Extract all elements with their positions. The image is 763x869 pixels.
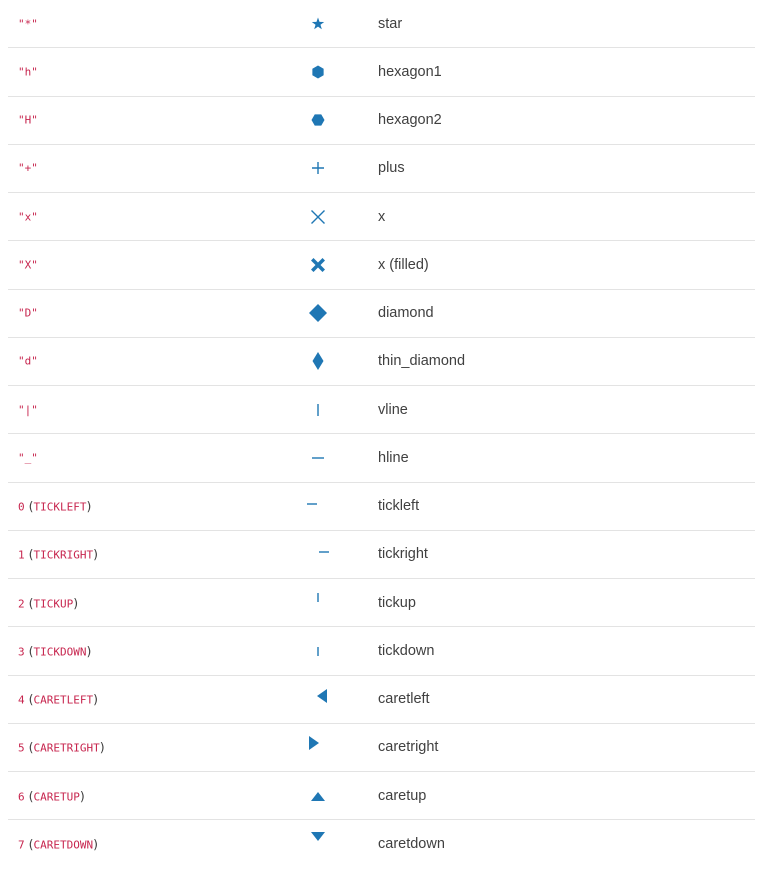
hexagon1-icon	[304, 58, 332, 86]
marker-description: caretup	[378, 787, 427, 804]
marker-code-number: 6	[18, 790, 25, 804]
marker-code-literal: "+"	[18, 161, 38, 175]
marker-code: 4 (CARETLEFT)	[18, 691, 98, 707]
marker-description: x (filled)	[378, 256, 429, 273]
marker-code-constant: TICKRIGHT	[33, 548, 94, 562]
table-row	[8, 290, 755, 338]
hexagon2-icon	[304, 106, 332, 134]
marker-description: tickright	[378, 546, 428, 563]
table-row	[8, 579, 755, 627]
marker-description: caretleft	[378, 691, 430, 708]
marker-code-constant: CARETUP	[33, 790, 80, 804]
marker-code	[18, 210, 38, 223]
table-row	[8, 0, 755, 48]
marker-description: tickleft	[378, 498, 420, 515]
marker-description: thin_diamond	[378, 353, 466, 370]
table-row	[8, 193, 755, 241]
star-icon	[304, 10, 332, 38]
tickup-icon	[304, 589, 332, 617]
table-row	[8, 483, 755, 531]
table-row	[8, 724, 755, 772]
table-row	[8, 97, 755, 145]
marker-code	[18, 258, 38, 271]
marker-code-constant: CARETDOWN	[33, 838, 94, 852]
marker-code-literal: "H"	[18, 113, 38, 127]
marker-description: tickdown	[378, 642, 435, 659]
marker-code-literal: "x"	[18, 210, 38, 224]
marker-description: caretdown	[378, 836, 445, 853]
marker-code-literal: "_"	[18, 451, 38, 465]
table-row	[8, 338, 755, 386]
marker-description: vline	[378, 401, 408, 418]
table-row	[8, 627, 755, 675]
marker-code: 6 (CARETUP)	[18, 788, 85, 804]
marker-code-literal: "X"	[18, 258, 38, 272]
marker-code-literal: "h"	[18, 65, 38, 79]
marker-description: hline	[378, 449, 409, 466]
caretright-icon	[304, 733, 332, 761]
marker-description: caretright	[378, 739, 439, 756]
tickdown-icon	[304, 637, 332, 665]
marker-code-number: 0	[18, 500, 25, 514]
marker-code-constant: TICKUP	[33, 597, 74, 611]
x-icon	[304, 203, 332, 231]
marker-code-number: 1	[18, 548, 25, 562]
marker-code	[18, 355, 38, 368]
marker-code-number: 2	[18, 597, 25, 611]
plus-icon	[304, 154, 332, 182]
table-row	[8, 386, 755, 434]
marker-description: hexagon1	[378, 63, 442, 80]
marker-code-constant: CARETLEFT	[33, 693, 94, 707]
marker-code-number: 7	[18, 838, 25, 852]
marker-table	[8, 0, 755, 869]
marker-description: hexagon2	[378, 112, 442, 129]
marker-description: plus	[378, 160, 405, 177]
thin-diamond-icon	[304, 347, 332, 375]
table-row	[8, 48, 755, 96]
caretup-icon	[304, 782, 332, 810]
marker-code: 5 (CARETRIGHT)	[18, 739, 105, 755]
marker-description: x	[378, 208, 386, 225]
table-row	[8, 820, 755, 868]
marker-code-number: 3	[18, 645, 25, 659]
marker-description: tickup	[378, 594, 416, 611]
marker-code	[18, 65, 38, 78]
caretleft-icon	[304, 685, 332, 713]
marker-code-constant: TICKDOWN	[33, 645, 87, 659]
table-row	[8, 676, 755, 724]
marker-code-constant: CARETRIGHT	[33, 741, 100, 755]
tickleft-icon	[304, 492, 332, 520]
table-row	[8, 772, 755, 820]
x-filled-icon	[304, 251, 332, 279]
marker-code-constant: TICKLEFT	[33, 500, 87, 514]
marker-code-literal: "d"	[18, 354, 38, 368]
marker-code: 3 (TICKDOWN)	[18, 643, 92, 659]
marker-code-literal: "D"	[18, 306, 38, 320]
marker-code: 0 (TICKLEFT)	[18, 498, 92, 514]
marker-code-number: 5	[18, 741, 25, 755]
marker-code	[18, 451, 38, 464]
marker-code-literal: "*"	[18, 17, 38, 31]
marker-description: star	[378, 15, 403, 32]
table-row	[8, 241, 755, 289]
marker-code: 7 (CARETDOWN)	[18, 836, 98, 852]
marker-code-number: 4	[18, 693, 25, 707]
caretdown-icon	[304, 830, 332, 858]
tickright-icon	[304, 540, 332, 568]
diamond-icon	[304, 299, 332, 327]
marker-code: 1 (TICKRIGHT)	[18, 546, 98, 562]
marker-code	[18, 307, 38, 320]
marker-code	[18, 17, 38, 30]
table-row	[8, 531, 755, 579]
marker-code: 2 (TICKUP)	[18, 595, 79, 611]
table-row	[8, 434, 755, 482]
marker-description: diamond	[378, 305, 434, 322]
marker-code	[18, 162, 38, 175]
vline-icon	[304, 396, 332, 424]
hline-icon	[304, 444, 332, 472]
table-row	[8, 145, 755, 193]
marker-code	[18, 114, 38, 127]
marker-code	[18, 403, 38, 416]
marker-code-literal: "|"	[18, 403, 38, 417]
